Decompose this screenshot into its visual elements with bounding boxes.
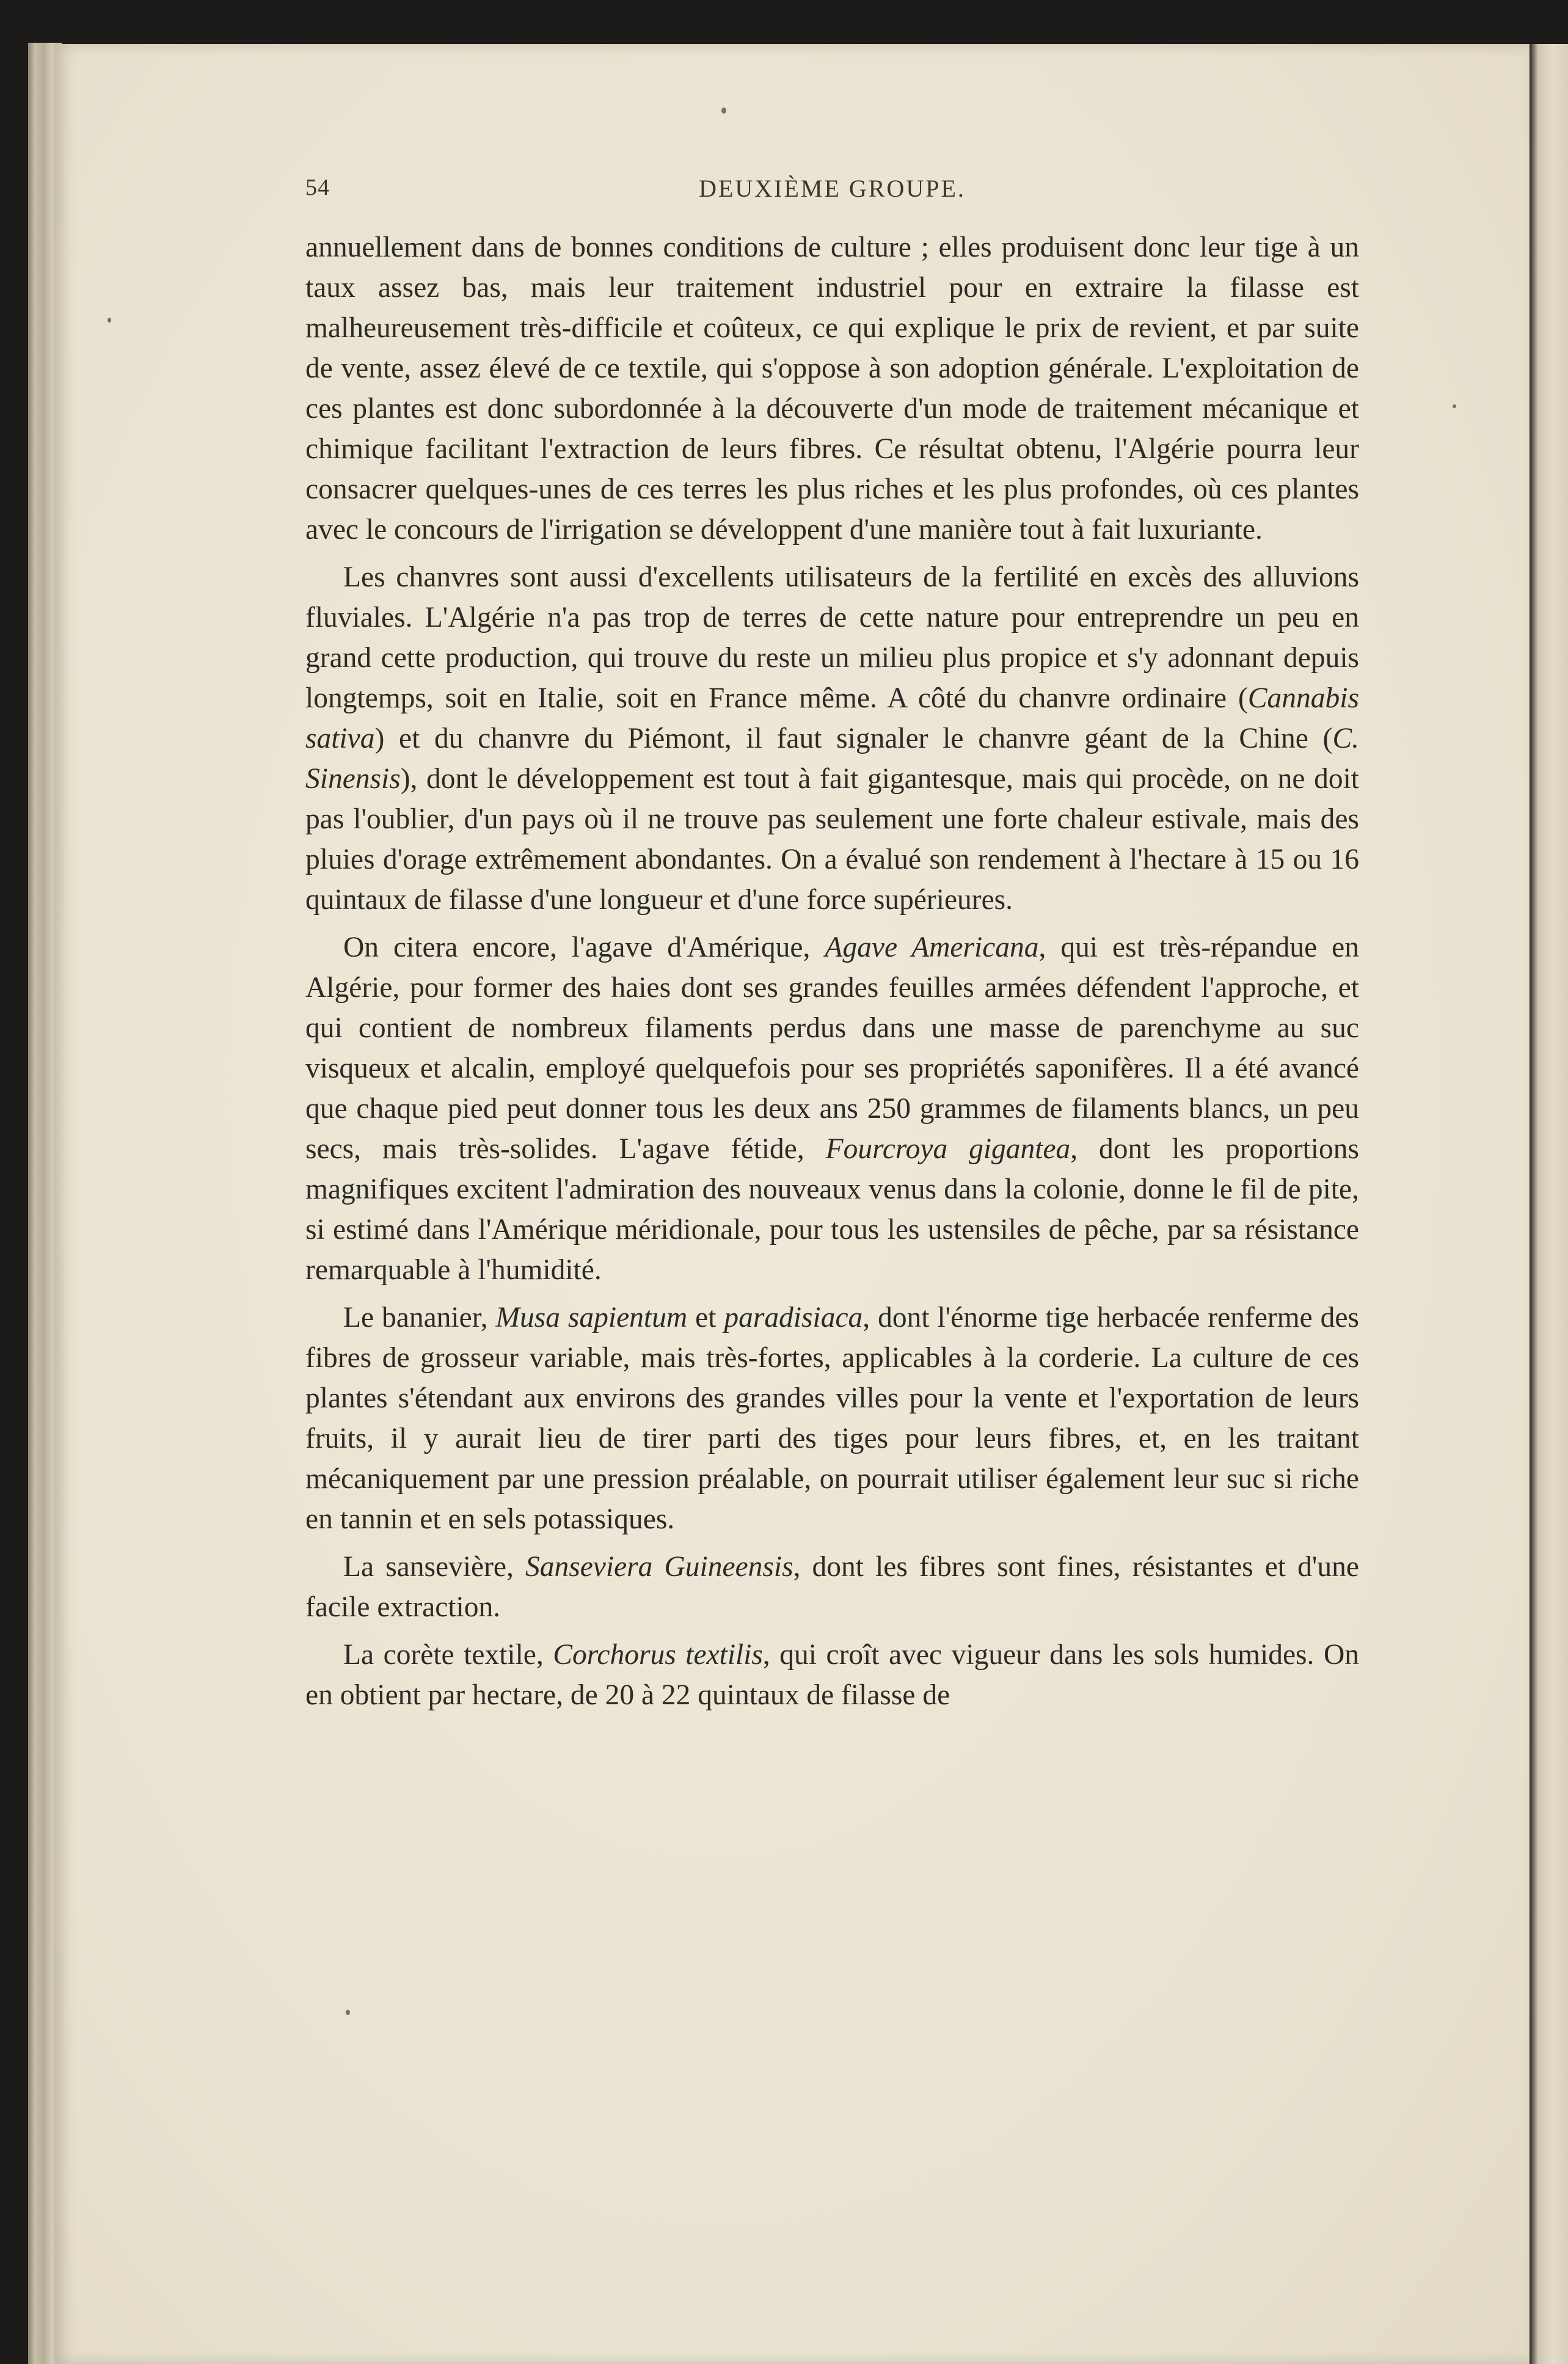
text-run: Le bananier, [343,1302,496,1333]
text-run: , qui est très-répandue en Algérie, pour former des haies dont ses grandes feuilles armées défendent l'approche, et qui contient de nombreux filaments perdus dans une masse de parenchyme au suc visqueux et alcalin, employé quelquefois pour ses propriétés saponifères. Il a été avancé que chaque pied peut donner tous les deux ans 250 grammes de filaments blancs, un peu secs, mais très-solides. L'agave fétide, [305,932,1359,1165]
italic-term: Sanseviera Guineensis [525,1551,793,1583]
italic-term: C. Sinensis [305,723,1359,795]
italic-term: Agave Americana [825,932,1039,963]
page-number: 54 [305,175,330,200]
text-run: , dont l'énorme tige herbacée renferme des fibres de grosseur variable, mais très-fortes, applicables à la corderie. La culture de ces plantes s'étendant aux environs des grandes villes pour la vente et l'exportation de leurs fruits, il y aurait lieu de tirer parti des tiges pour leurs fibres, et, en les traitant mécaniquement par une pression préalable, on pourrait utiliser également leur suc si riche en tannin et en sels potassiques. [305,1302,1360,1535]
paragraph [305,227,1359,550]
paragraph [305,927,1359,1290]
paper-speck [108,318,111,323]
text-run: , qui croît avec vigueur dans les sols humides. On en obtient par hectare, de 20 à 22 quintaux de filasse de [305,1639,1359,1711]
text-run: Les chanvres sont aussi d'excellents utilisateurs de la fertilité en excès des alluvions fluviales. L'Algérie n'a pas trop de terres de cette nature pour entreprendre un peu en grand cette production, qui trouve du reste un milieu plus propice et s'y adonnant depuis longtemps, soit en Italie, soit en France même. A côté du chanvre ordinaire ( [305,561,1359,714]
text-run: On citera encore, l'agave d'Amérique, [343,932,825,963]
paragraph [305,557,1359,920]
text-run: ), dont le développement est tout à fait gigantesque, mais qui procède, on ne doit pas l'oublier, d'un pays où il ne trouve pas seulement une forte chaleur estivale, mais des pluies d'orage extrêmement abondantes. On a évalué son rendement à l'hectare à 15 ou 16 quintaux de filasse d'une longueur et d'une force supérieures. [305,763,1359,916]
paragraph [305,1547,1359,1627]
body-text [305,227,1359,1715]
paragraph [305,1297,1359,1539]
italic-term: Fourcroya gigantea [825,1133,1071,1165]
italic-term: Musa sapientum [495,1302,688,1333]
facing-page-edge [1530,44,1568,2364]
paper-speck [346,2010,350,2015]
running-head [305,174,1359,211]
text-run: La corète textile, [343,1639,553,1671]
text-run: annuellement dans de bonnes conditions de culture ; elles produisent donc leur tige à un taux assez bas, mais leur traitement industriel pour en extraire la filasse est malheureusement très-difficile et coûteux, ce qui explique le prix de revient, et par suite de vente, assez élevé de ce textile, qui s'oppose à son adoption générale. L'exploitation de ces plantes est donc subordonnée à la découverte d'un mode de traitement mécanique et chimique facilitant l'extraction de leurs fibres. Ce résultat obtenu, l'Algérie pourra leur consacrer quelques-unes de ces terres les plus riches et les plus profondes, où ces plantes avec le concours de l'irrigation se développent d'une manière tout à fait luxuriante. [305,232,1359,545]
paragraph [305,1635,1359,1715]
italic-term: Cannabis sativa [305,682,1359,754]
text-run: , dont les fibres sont fines, résistantes et d'une facile extraction. [305,1551,1359,1623]
paper-speck [1453,404,1456,408]
paper-speck [721,108,726,114]
text-run: ) et du chanvre du Piémont, il faut signaler le chanvre géant de la Chine ( [374,723,1333,754]
italic-term: paradisiaca [724,1302,863,1333]
text-run: et [687,1302,724,1333]
running-title: DEUXIÈME GROUPE. [699,175,966,202]
text-run: , dont les proportions magnifiques excitent l'admiration des nouveaux venus dans la colonie, donne le fil de pite, si estimé dans l'Amérique méridionale, pour tous les ustensiles de pêche, par sa résistance remarquable à l'humidité. [305,1133,1359,1286]
text-run: La sansevière, [343,1551,525,1583]
italic-term: Corchorus textilis [553,1639,763,1671]
